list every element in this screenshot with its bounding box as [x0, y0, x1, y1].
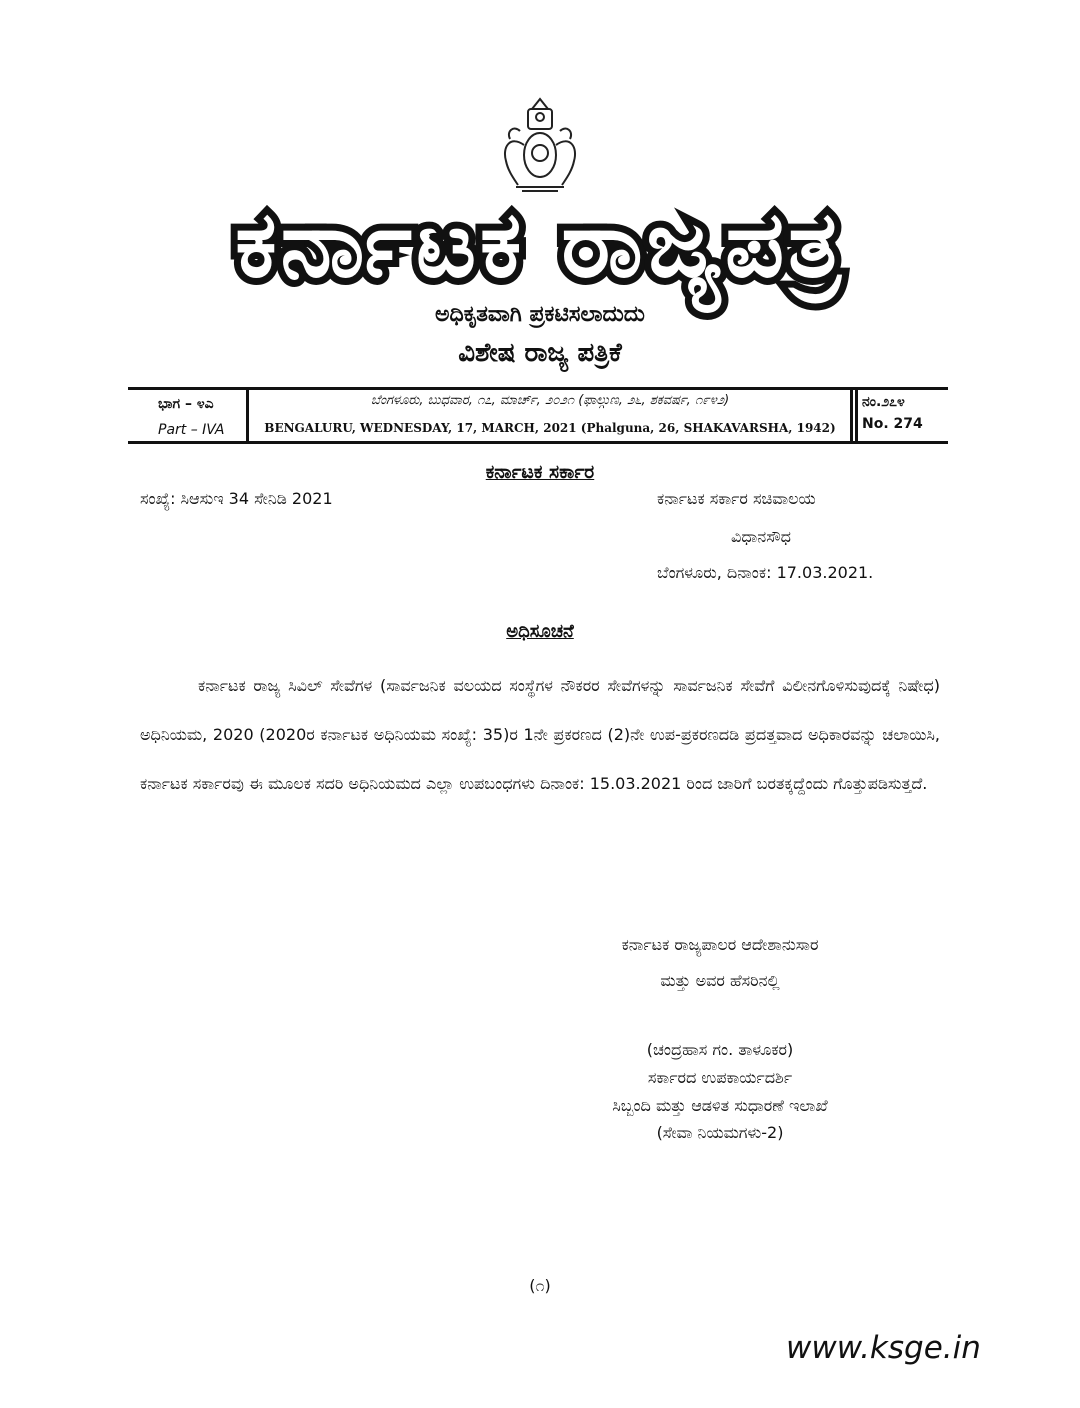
signatory-name: (ಚಂದ್ರಹಾಸ ಗಂ. ತಾಳೂಕರ)	[646, 1040, 794, 1059]
part-number-english: Part – IVA	[158, 422, 225, 438]
masthead-subtitle-official: ಅಧಿಕೃತವಾಗಿ ಪ್ರಕಟಿಸಲಾದುದು	[435, 302, 645, 327]
band-divider	[246, 388, 249, 443]
page-number: (೧)	[529, 1276, 551, 1295]
issue-date-kannada: ಬೆಂಗಳೂರು, ಬುಧವಾರ, ೧೭, ಮಾರ್ಚ್, ೨೦೨೧ (ಫಾಲ್ಗುಣ, ೨೬, ಶಕವರ್ಷ, ೧೯೪೨)	[370, 393, 730, 408]
notification-body: ಕರ್ನಾಟಕ ರಾಜ್ಯ ಸಿವಿಲ್ ಸೇವೆಗಳ (ಸಾರ್ವಜನಿಕ ವಲಯದ ಸಂಸ್ಥೆಗಳ ನೌಕರರ ಸೇವೆಗಳನ್ನು ಸಾರ್ವಜನಿಕ ಸೇವೆಗೆ ವಿಲೀನಗೊಳಿಸುವುದಕ್ಕೆ ನಿಷೇಧ) ಅಧಿನಿಯಮ, 2020 (2020ರ ಕರ್ನಾಟಕ ಅಧಿನಿಯಮ ಸಂಖ್ಯೆ: 35)ರ 1ನೇ ಪ್ರಕರಣದ (2)ನೇ ಉಪ-ಪ್ರಕರಣದಡಿ ಪ್ರದತ್ತವಾದ ಅಧಿಕಾರವನ್ನು ಚಲಾಯಿಸಿ, ಕರ್ನಾಟಕ ಸರ್ಕಾರವು ಈ ಮೂಲಕ ಸದರಿ ಅಧಿನಿಯಮದ ಎಲ್ಲಾ ಉಪಬಂಧಗಳು ದಿನಾಂಕ: 15.03.2021 ರಿಂದ ಜಾರಿಗೆ ಬರತಕ್ಕದ್ದೆಂದು ಗೊತ್ತುಪಡಿಸುತ್ತದೆ.	[140, 676, 940, 793]
band-top-rule	[128, 387, 948, 390]
gazette-masthead-title: ಕರ್ನಾಟಕ ರಾಜ್ಯಪತ್ರ	[235, 191, 845, 298]
band-divider	[855, 388, 858, 443]
secretariat-name: ಕರ್ನಾಟಕ ಸರ್ಕಾರ ಸಚಿವಾಲಯ	[657, 489, 816, 508]
signatory-department: ಸಿಬ್ಬಂದಿ ಮತ್ತು ಆಡಳಿತ ಸುಧಾರಣೆ ಇಲಾಖೆ	[612, 1096, 828, 1115]
government-heading	[0, 461, 1080, 483]
reference-number: ಸಂಖ್ಯೆ: ಸಿಆಸುಇ 34 ಸೇನಿಡಿ 2021	[140, 489, 333, 508]
issue-number-kannada: ನಂ.೨೭೪	[862, 394, 905, 410]
karnataka-emblem-icon	[488, 95, 592, 195]
signature-order-line1: ಕರ್ನಾಟಕ ರಾಜ್ಯಪಾಲರ ಆದೇಶಾನುಸಾರ	[621, 935, 819, 954]
government-heading-text: ಕರ್ನಾಟಕ ಸರ್ಕಾರ	[485, 461, 595, 483]
signature-order-line2: ಮತ್ತು ಅವರ ಹೆಸರಿನಲ್ಲಿ	[660, 971, 780, 990]
masthead-subtitle-extraordinary: ವಿಶೇಷ ರಾಜ್ಯ ಪತ್ರಿಕೆ	[458, 338, 622, 368]
signatory-designation: ಸರ್ಕಾರದ ಉಪಕಾರ್ಯದರ್ಶಿ	[647, 1068, 793, 1087]
building-name: ವಿಧಾನಸೌಧ	[731, 527, 791, 546]
issue-number-english: No. 274	[862, 416, 923, 432]
part-number-kannada: ಭಾಗ – ೪ಎ	[158, 396, 214, 412]
band-bottom-rule	[128, 441, 948, 444]
signatory-section: (ಸೇವಾ ನಿಯಮಗಳು-2)	[656, 1123, 784, 1142]
place-and-date: ಬೆಂಗಳೂರು, ದಿನಾಂಕ: 17.03.2021.	[657, 563, 874, 582]
notification-title: ಅಧಿಸೂಚನೆ	[506, 621, 574, 642]
website-watermark: www.ksge.in	[786, 1330, 981, 1366]
band-divider	[850, 388, 853, 443]
issue-date-english: BENGALURU, WEDNESDAY, 17, MARCH, 2021 (Phalguna, 26, SHAKAVARSHA, 1942)	[264, 421, 836, 435]
